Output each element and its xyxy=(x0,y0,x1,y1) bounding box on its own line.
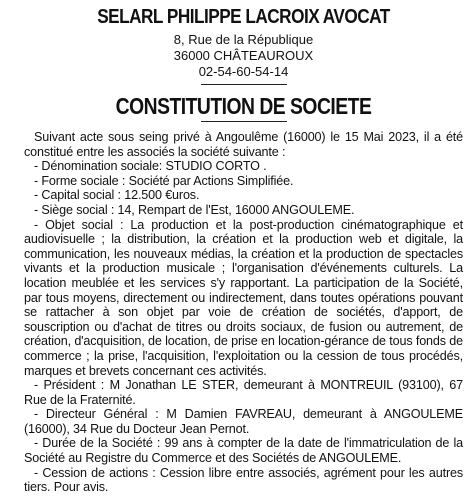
denomination-item: - Dénomination sociale: STUDIO CORTO . xyxy=(34,159,267,174)
directeur-item: - Directeur Général : M Damien FAVREAU, demeurant à ANGOULEME (16000), 34 Rue du Docteur Jean Pernot. xyxy=(24,407,463,436)
divider xyxy=(201,84,287,85)
forme-item: - Forme sociale : Société par Actions Simplifiée. xyxy=(34,173,294,188)
divider xyxy=(201,121,287,122)
objet-item: - Objet social : La production et la post-production cinématographique et audiovisuelle ; la distribution, la création et la production web et digitale, la communication, les nouveaux médias, la création et la production de spectacles vivants et la production musicale ; l'organisation d'événements culturels. La location meublée et les services s'y rapportant. La participation de la Société, par tous moyens, directement ou indirectement, dans toutes opérations pouvant se rattacher à son objet par voie de création de sociétés, d'apport, de souscription ou d'achat de titres ou droits sociaux, de fusion ou autrement, de création, d'acquisition, de location, de prise en location-gérance de tous fonds de commerce ; la prise, l'acquisition, l'exploitation ou la cession de tous procédés, marques et brevets concernant ces activités. xyxy=(24,217,463,378)
intro-paragraph: Suivant acte sous seing privé à Angoulême (16000) le 15 Mai 2023, il a été constitué entre les associés la société suivante : xyxy=(24,130,463,159)
cession-item: - Cession de actions : Cession libre entre associés, agrément pour les autres tiers. Pour avis. xyxy=(24,465,463,495)
capital-item: - Capital social : 12.500 €uros. xyxy=(34,188,200,203)
address-street: 8, Rue de la République xyxy=(173,32,314,47)
notice-title: CONSTITUTION DE SOCIETE xyxy=(115,93,372,119)
phone-number: 02-54-60-54-14 xyxy=(198,64,289,79)
siege-item: - Siège social : 14, Rempart de l'Est, 16000 ANGOULEME. xyxy=(34,202,355,217)
duree-item: - Durée de la Société : 99 ans à compter de la date de l'immatriculation de la Société au Registre du Commerce et des Sociétés de ANGOULEME. xyxy=(24,436,463,466)
president-item: - Président : M Jonathan LE STER, demeurant à MONTREUIL (93100), 67 Rue de la Fraternité. xyxy=(24,378,463,407)
firm-name: SELARL PHILIPPE LACROIX AVOCAT xyxy=(97,6,390,28)
firm-address xyxy=(24,32,463,80)
address-city: 36000 CHÂTEAUROUX xyxy=(173,48,314,63)
notice-body xyxy=(24,130,463,495)
